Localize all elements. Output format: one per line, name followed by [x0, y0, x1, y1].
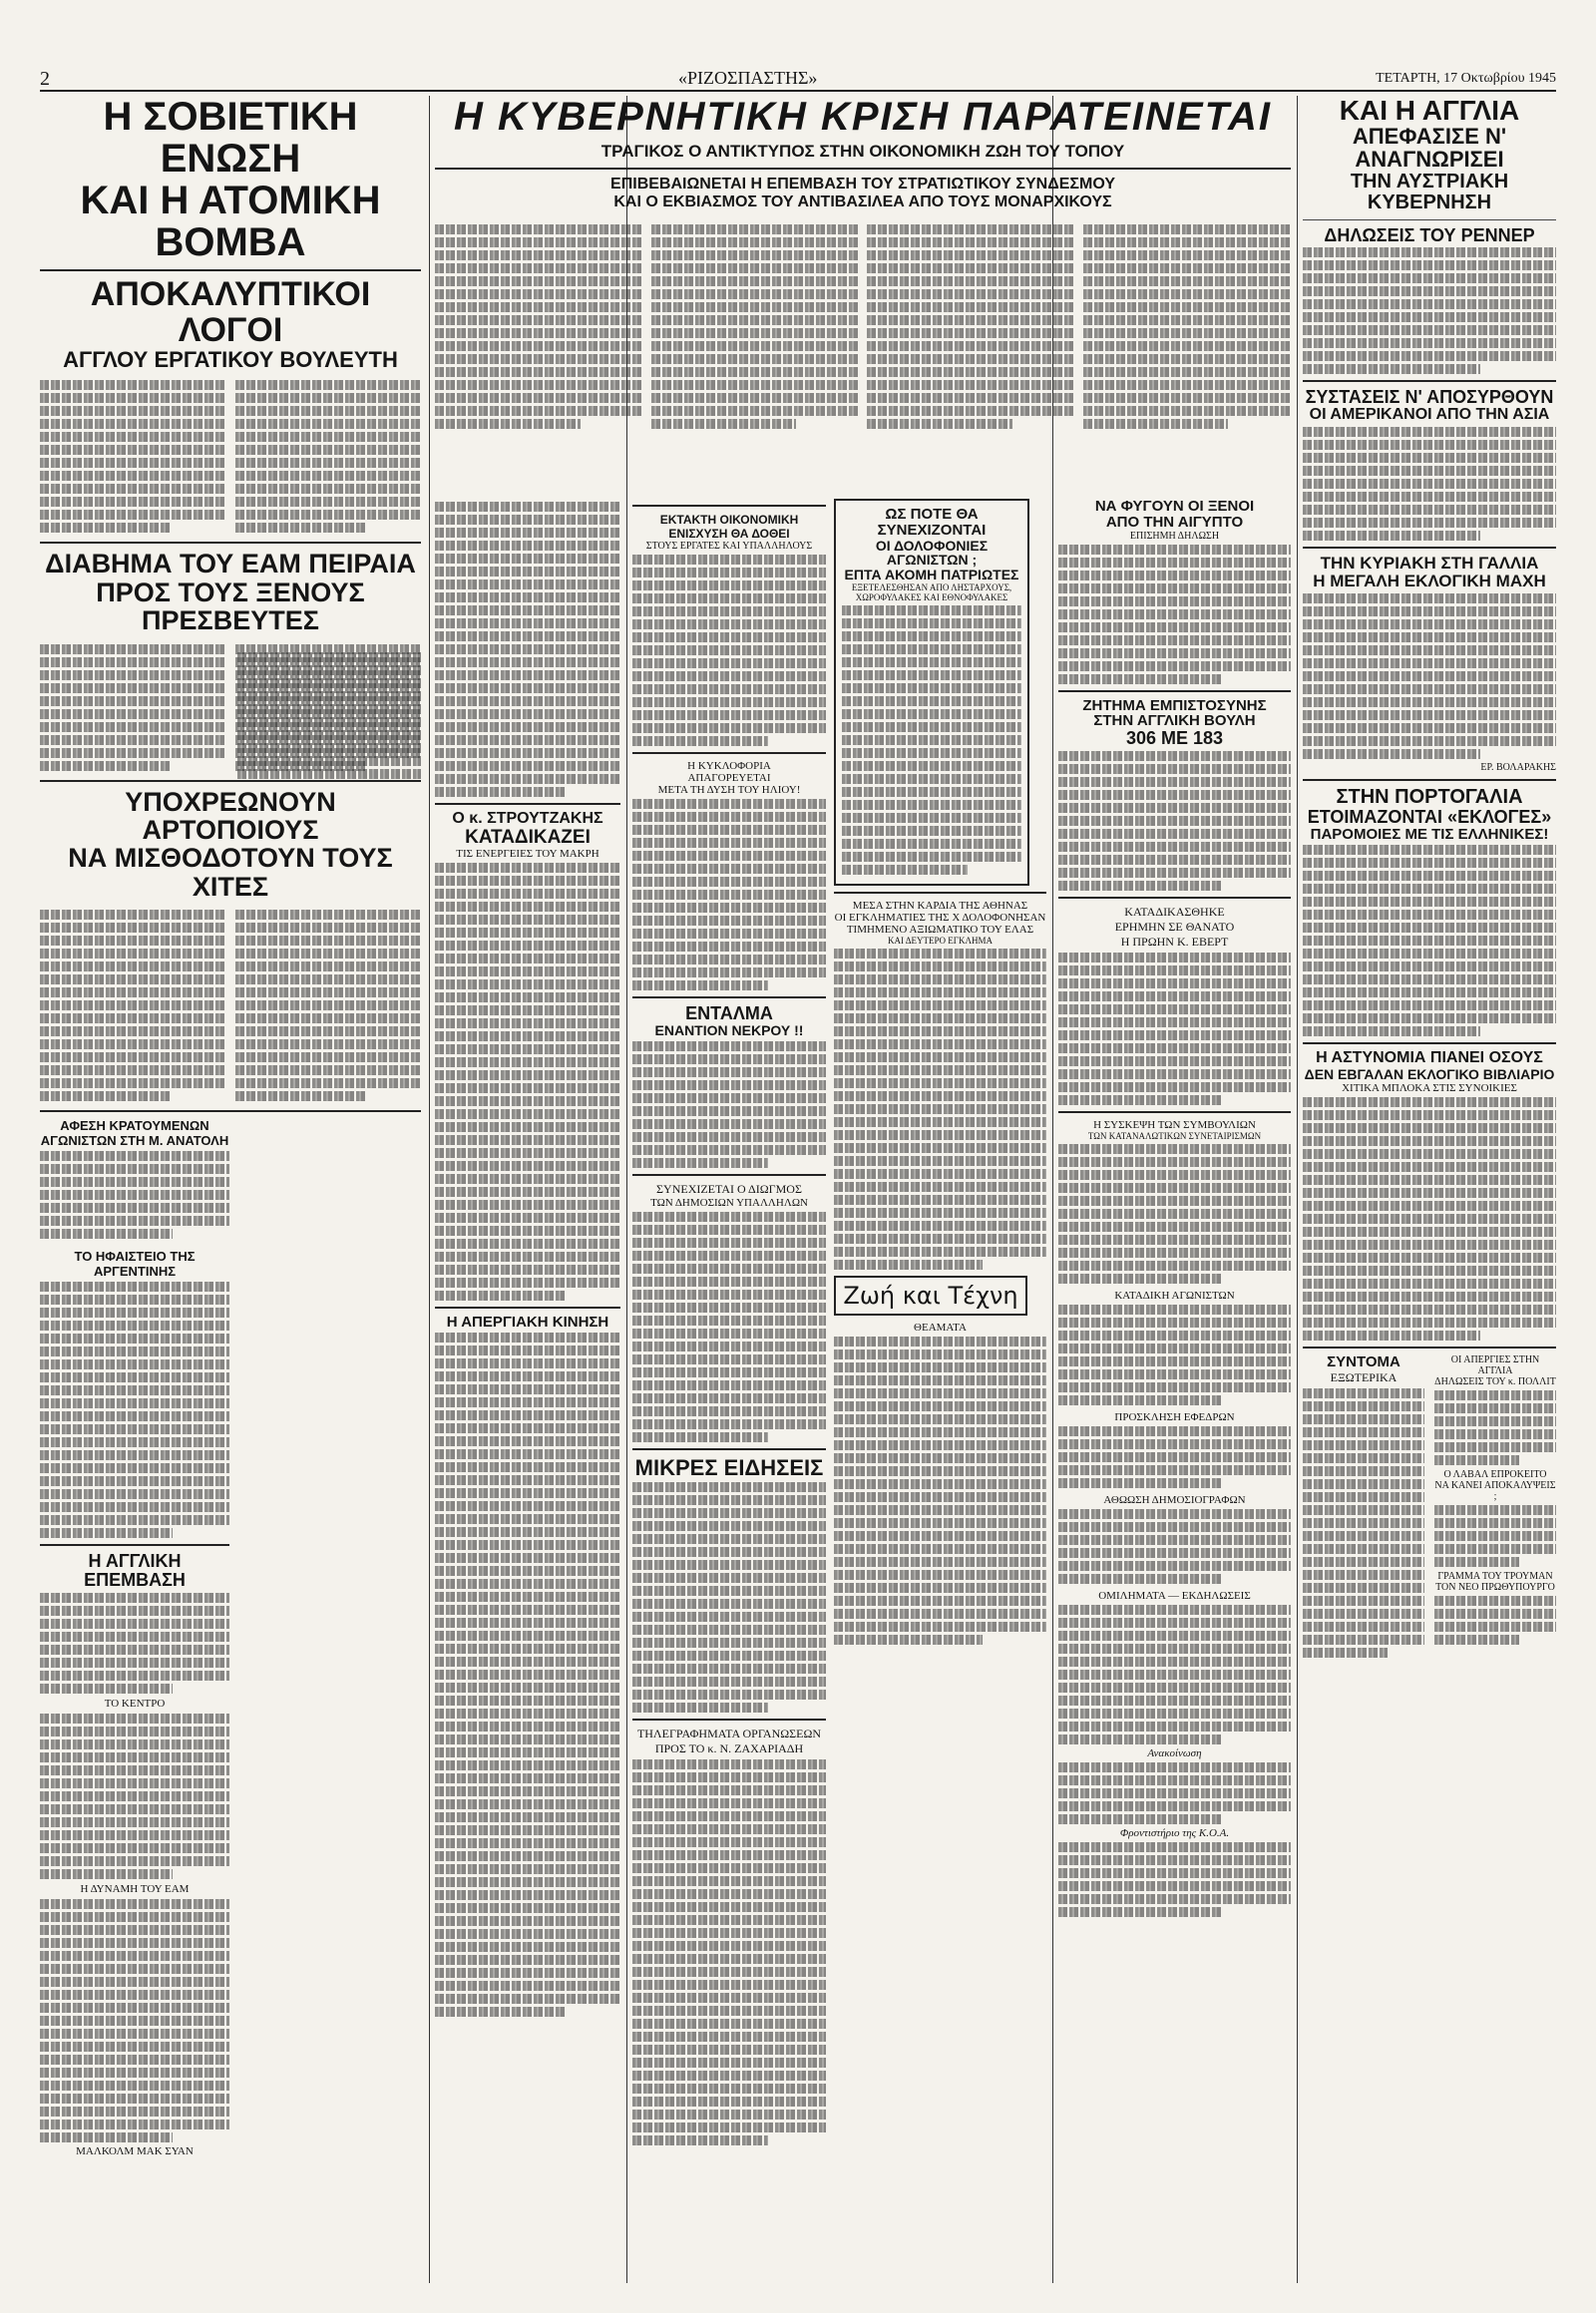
murders-headline-5: ΧΩΡΟΦΥΛΑΚΕΣ ΚΑΙ ΕΘΝΟΦΥΛΑΚΕΣ — [855, 591, 1008, 602]
eam-piraeus-headline-2: ΠΡΟΣ ΤΟΥΣ ΞΕΝΟΥΣ ΠΡΕΣΒΕΥΤΕΣ — [96, 577, 365, 636]
stroutzakis-headline-3: ΤΙΣ ΕΝΕΡΓΕΙΕΣ ΤΟΥ ΜΑΚΡΗ — [456, 847, 599, 860]
column-five — [1058, 499, 1291, 2283]
release-headline-2: ΑΓΩΝΙΣΤΩΝ ΣΤΗ Μ. ΑΝΑΤΟΛΗ — [40, 1132, 229, 1148]
england-headline-2: ΑΠΕΦΑΣΙΣΕ Ν' ΑΝΑΓΝΩΡΙΣΕΙ — [1352, 124, 1507, 173]
byline-signature: ΜΑΛΚΟΛΜ ΜΑΚ ΣΥΑΝ — [76, 2144, 194, 2157]
release-headline-1: ΑΦΕΣΗ ΚΡΑΤΟΥΜΕΝΩΝ — [60, 1117, 209, 1133]
strikes-england-headline-1: ΟΙ ΑΠΕΡΓΙΕΣ ΣΤΗΝ ΑΓΓΛΙΑ — [1450, 1353, 1540, 1376]
soviet-headline-2: ΚΑΙ Η ΑΤΟΜΙΚΗ ΒΟΜΒΑ — [80, 179, 381, 264]
soviet-headline-3: ΑΠΟΚΑΛΥΠΤΙΚΟΙ ΛΟΓΟΙ — [90, 275, 371, 349]
econ-headline-1: ΕΚΤΑΚΤΗ ΟΙΚΟΝΟΜΙΚΗ — [659, 513, 799, 527]
argentina-headline: ΤΟ ΗΦΑΙΣΤΕΙΟ ΤΗΣ ΑΡΓΕΝΤΙΝΗΣ — [74, 1248, 196, 1279]
murders-headline-1: ΩΣ ΠΟΤΕ ΘΑ ΣΥΝΕΧΙΖΟΝΤΑΙ — [877, 506, 987, 539]
france-headline-2: Η ΜΕΓΑΛΗ ΕΚΛΟΓΙΚΗ ΜΑΧΗ — [1313, 572, 1546, 590]
main-headline: Η ΚΥΒΕΡΝΗΤΙΚΗ ΚΡΙΣΗ ΠΑΡΑΤΕΙΝΕΤΑΙ — [453, 95, 1273, 139]
announcement-subhead: Ανακοίνωση — [1147, 1746, 1202, 1759]
issue-date: ΤΕΤΑΡΤΗ, 17 Οκτωβρίου 1945 — [1376, 71, 1556, 86]
persecution-headline-1: ΣΥΝΕΧΙΖΕΤΑΙ Ο ΔΙΩΓΜΟΣ — [656, 1181, 802, 1196]
ebert-headline-1: ΚΑΤΑΔΙΚΑΣΘΗΚΕ — [1124, 904, 1225, 919]
murders-headline-4: ΕΞΕΤΕΛΕΣΘΗΣΑΝ ΑΠΟ ΛΗΣΤΑΡΧΟΥΣ, — [851, 581, 1012, 592]
warrant-headline-2: ΕΝΑΝΤΙΟΝ ΝΕΚΡΟΥ !! — [654, 1021, 804, 1038]
main-subhead-2: ΕΠΙΒΕΒΑΙΩΝΕΤΑΙ Η ΕΠΕΜΒΑΣΗ ΤΟΥ ΣΤΡΑΤΙΩΤΙΚΟΥ ΣΥΝΔΕΣΜΟΥ — [610, 176, 1115, 193]
bakers-headline-2: ΝΑ ΜΙΣΘΟΔΟΤΟΥΝ ΤΟΥΣ ΧΙΤΕΣ — [68, 843, 393, 902]
truman-headline-1: ΓΡΑΜΜΑ ΤΟΥ ΤΡΟΥΜΑΝ — [1437, 1570, 1553, 1582]
ephor-headline: ΠΡΟΣΚΛΗΣΗ ΕΦΕΔΡΩΝ — [1114, 1410, 1235, 1423]
econ-headline-2: ΕΝΙΣΧΥΣΗ ΘΑ ΔΟΘΕΙ — [668, 527, 790, 541]
murders-headline-2: ΟΙ ΔΟΛΟΦΟΝΙΕΣ ΑΓΩΝΙΣΤΩΝ ; — [875, 537, 989, 569]
english-intervention-headline: Η ΑΓΓΛΙΚΗ ΕΠΕΜΒΑΣΗ — [84, 1550, 186, 1590]
eam-power-subhead: Η ΔΥΝΑΜΗ ΤΟΥ ΕΑΜ — [80, 1882, 190, 1895]
warrant-headline-1: ΕΝΤΑΛΜΑ — [685, 1003, 773, 1023]
murders-headline-3: ΕΠΤΑ ΑΚΟΜΗ ΠΑΤΡΙΩΤΕΣ — [844, 566, 1019, 582]
england-headline-1: ΚΑΙ Η ΑΓΓΛΙΑ — [1339, 96, 1520, 126]
econ-headline-3: ΣΤΟΥΣ ΕΡΓΑΤΕΣ ΚΑΙ ΥΠΑΛΛΗΛΟΥΣ — [645, 541, 813, 552]
foreign-headline-3: ΕΠΙΣΗΜΗ ΔΗΛΩΣΗ — [1129, 530, 1220, 542]
foreign-headline-2: ΑΠΟ ΤΗΝ ΑΙΓΥΠΤΟ — [1105, 513, 1244, 531]
persecution-headline-2: ΤΩΝ ΔΗΜΟΣΙΩΝ ΥΠΑΛΛΗΛΩΝ — [650, 1196, 808, 1209]
police-headline-2: ΔΕΝ ΕΒΓΑΛΑΝ ΕΚΛΟΓΙΚΟ ΒΙΒΛΙΑΡΙΟ — [1304, 1066, 1555, 1083]
vote-count: 306 ΜΕ 183 — [1125, 728, 1224, 748]
asia-headline-2: ΟΙ ΑΜΕΡΙΚΑΝΟΙ ΑΠΟ ΤΗΝ ΑΣΙΑ — [1309, 406, 1550, 424]
left-column — [40, 96, 421, 2283]
main-banner — [435, 96, 1291, 432]
telegrams-headline-1: ΤΗΛΕΓΡΑΦΗΜΑΤΑ ΟΡΓΑΝΩΣΕΩΝ — [636, 1726, 822, 1740]
confidence-headline-2: ΣΤΗΝ ΑΓΓΛΙΚΗ ΒΟΥΛΗ — [1093, 712, 1256, 730]
soviet-headline-1: Η ΣΟΒΙΕΤΙΚΗ ΕΝΩΣΗ — [103, 96, 358, 181]
main-subhead-1: ΤΡΑΓΙΚΟΣ Ο ΑΝΤΙΚΤΥΠΟΣ ΣΤΗΝ ΟΙΚΟΝΟΜΙΚΗ ΖΩΗ ΤΟΥ ΤΟΠΟΥ — [600, 142, 1125, 161]
laval-headline-2: ΝΑ ΚΑΝΕΙ ΑΠΟΚΑΛΥΨΕΙΣ ; — [1434, 1479, 1556, 1502]
column-four — [834, 499, 1046, 2283]
ebert-headline-3: Η ΠΡΩΗΝ Κ. ΕΒΕΡΤ — [1120, 934, 1229, 949]
foreign-news-subhead: ΕΞΩΤΕΡΙΚΑ — [1330, 1369, 1397, 1384]
bakers-headline-1: ΥΠΟΧΡΕΩΝΟΥΝ ΑΡΤΟΠΟΙΟΥΣ — [125, 786, 336, 845]
column-two — [435, 499, 620, 2283]
page-number: 2 — [40, 68, 50, 90]
centre-subhead: ΤΟ ΚΕΝΤΡΟ — [104, 1697, 166, 1710]
murders-box — [834, 499, 1029, 886]
stroutzakis-headline-1: Ο κ. ΣΤΡΟΥΤΖΑΚΗΣ — [452, 810, 603, 827]
foreign-headline-1: ΝΑ ΦΥΓΟΥΝ ΟΙ ΞΕΝΟΙ — [1094, 499, 1255, 515]
fighters-headline: ΚΑΤΑΔΙΚΗ ΑΓΩΝΙΣΤΩΝ — [1114, 1289, 1235, 1302]
ebert-headline-2: ΕΡΗΜΗΝ ΣΕ ΘΑΝΑΤΟ — [1114, 919, 1235, 934]
second-crime-subhead: ΚΑΙ ΔΕΥΤΕΡΟ ΕΓΚΛΗΜΑ — [887, 935, 993, 946]
police-headline-3: ΧΙΤΙΚΑ ΜΠΛΟΚΑ ΣΤΙΣ ΣΥΝΟΙΚΙΕΣ — [1342, 1081, 1517, 1094]
culture-section-title: Ζωή και Τέχνη — [834, 1276, 1027, 1316]
athens-headline-2: ΟΙ ΕΓΚΛΗΜΑΤΙΕΣ ΤΗΣ Χ ΔΟΛΟΦΟΝΗΣΑΝ — [834, 911, 1046, 924]
asia-headline-1: ΣΥΣΤΑΣΕΙΣ Ν' ΑΠΟΣΥΡΘΟΥΝ — [1305, 387, 1554, 408]
events-headline: ΟΜΙΛΗΜΑΤΑ — ΕΚΔΗΛΩΣΕΙΣ — [1098, 1589, 1251, 1602]
england-headline-3: ΤΗΝ ΑΥΣΤΡΙΑΚΗ ΚΥΒΕΡΝΗΣΗ — [1350, 170, 1509, 213]
paper-name: «ΡΙΖΟΣΠΑΣΤΗΣ» — [678, 68, 818, 88]
theatre-subhead: ΘΕΑΜΑΤΑ — [914, 1321, 967, 1334]
renner-headline: ΔΗΛΩΣΕΙΣ ΤΟΥ ΡΕΝΝΕΡ — [1324, 224, 1535, 245]
stroutzakis-headline-2: ΚΑΤΑΔΙΚΑΖΕΙ — [465, 826, 591, 848]
eam-piraeus-headline-1: ΔΙΑΒΗΜΑ ΤΟΥ ΕΑΜ ΠΕΙΡΑΙΑ — [45, 549, 416, 579]
journalists-headline: ΑΘΩΩΣΗ ΔΗΜΟΣΙΟΓΡΑΦΩΝ — [1103, 1493, 1246, 1506]
portugal-headline-2: ΕΤΟΙΜΑΖΟΝΤΑΙ «ΕΚΛΟΓΕΣ» — [1307, 806, 1552, 827]
confidence-headline-1: ΖΗΤΗΜΑ ΕΜΠΙΣΤΟΣΥΝΗΣ — [1082, 696, 1267, 714]
coop-headline-1: Η ΣΥΣΚΕΨΗ ΤΩΝ ΣΥΜΒΟΥΛΙΩΝ — [1093, 1118, 1256, 1131]
athens-headline-3: ΤΙΜΗΜΕΝΟ ΑΞΙΩΜΑΤΙΚΟ ΤΟΥ ΕΛΑΣ — [846, 923, 1034, 936]
police-headline-1: Η ΑΣΤΥΝΟΜΙΑ ΠΙΑΝΕΙ ΟΣΟΥΣ — [1316, 1049, 1543, 1067]
main-subhead-3: ΚΑΙ Ο ΕΚΒΙΑΣΜΟΣ ΤΟΥ ΑΝΤΙΒΑΣΙΛΕΑ ΑΠΟ ΤΟΥΣ ΜΟΝΑΡΧΙΚΟΥΣ — [613, 193, 1112, 210]
soviet-headline-4: ΑΓΓΛΟΥ ΕΡΓΑΤΙΚΟΥ ΒΟΥΛΕΥΤΗ — [63, 347, 398, 373]
small-news-headline: ΜΙΚΡΕΣ ΕΙΔΗΣΕΙΣ — [634, 1454, 824, 1480]
curfew-headline-2: ΑΠΑΓΟΡΕΥΕΤΑΙ — [687, 772, 771, 784]
briefly-headline: ΣΥΝΤΟΜΑ — [1327, 1352, 1400, 1370]
kke-subhead: Φροντιστήριο της Κ.Ο.Α. — [1119, 1826, 1230, 1839]
france-headline-1: ΤΗΝ ΚΥΡΙΑΚΗ ΣΤΗ ΓΑΛΛΙΑ — [1320, 554, 1539, 574]
portugal-headline-1: ΣΤΗΝ ΠΟΡΤΟΓΑΛΙΑ — [1336, 785, 1523, 808]
france-byline: ΕΡ. ΒΟΛΑΡΑΚΗΣ — [1480, 761, 1556, 773]
telegrams-headline-2: ΠΡΟΣ ΤΟ κ. Ν. ΖΑΧΑΡΙΑΔΗ — [654, 1740, 804, 1755]
portugal-headline-3: ΠΑΡΟΜΟΙΕΣ ΜΕ ΤΙΣ ΕΛΛΗΝΙΚΕΣ! — [1310, 825, 1549, 843]
masthead — [40, 68, 1556, 92]
column-three — [632, 499, 826, 2283]
curfew-headline-3: ΜΕΤΑ ΤΗ ΔΥΣΗ ΤΟΥ ΗΛΙΟΥ! — [657, 784, 801, 796]
strike-headline: Η ΑΠΕΡΓΙΑΚΗ ΚΙΝΗΣΗ — [446, 1313, 609, 1331]
curfew-headline-1: Η ΚΥΚΛΟΦΟΡΙΑ — [687, 760, 771, 772]
right-column — [1303, 96, 1556, 2283]
athens-headline-1: ΜΕΣΑ ΣΤΗΝ ΚΑΡΔΙΑ ΤΗΣ ΑΘΗΝΑΣ — [852, 899, 1028, 912]
strikes-england-headline-2: ΔΗΛΩΣΕΙΣ ΤΟΥ κ. ΠΟΛΛΙΤ — [1434, 1375, 1556, 1387]
coop-headline-2: ΤΩΝ ΚΑΤΑΝΑΛΩΤΙΚΩΝ ΣΥΝΕΤΑΙΡΙΣΜΩΝ — [1087, 1130, 1262, 1141]
truman-headline-2: ΤΟΝ ΝΕΟ ΠΡΩΘΥΠΟΥΡΓΟ — [1435, 1581, 1555, 1593]
laval-headline-1: Ο ΛΑΒΑΛ ΕΠΡΟΚΕΙΤΟ — [1443, 1468, 1547, 1480]
